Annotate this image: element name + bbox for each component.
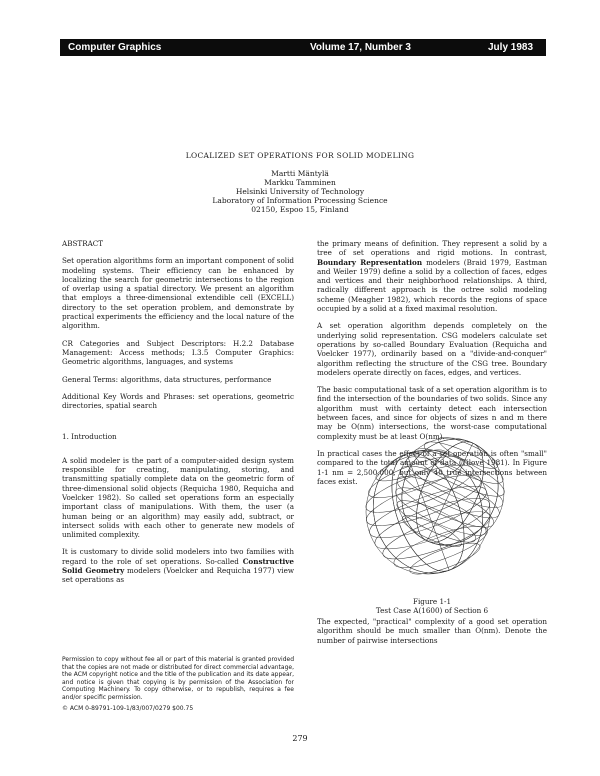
figure-solid-model-wireframe — [350, 420, 520, 590]
wireframe-solid-a — [356, 435, 499, 588]
term-brep: Boundary Representation — [317, 257, 423, 267]
general-terms: General Terms: algorithms, data structures, performance — [62, 374, 272, 384]
journal-name: Computer Graphics — [68, 42, 162, 53]
journal-header-banner — [60, 39, 546, 56]
figure-label: Figure 1-1 — [412, 597, 452, 606]
left-column — [62, 239, 294, 593]
right-paragraph-1: the primary means of definition. They represent a solid by a tree of set operations and rigid motions. In contrast, Boundary Representation modelers (Braid 1979, Eastman and Weiler 1979) define a solid by a collection of faces, edges and vertices and their neighborhood relationships. A third, radically different approach is the octree solid modeling scheme (Meagher 1982), which records the regions of space occupied by a solid at a fixed maximal resolution. — [317, 239, 547, 314]
keywords: Additional Key Words and Phrases: set operations, geometric directories, spatial search — [62, 391, 294, 411]
term-csg: Constructive Solid Geometry — [62, 556, 294, 576]
intro-heading: 1. Introduction — [62, 432, 117, 442]
author-2: Markku Tamminen — [264, 178, 336, 187]
copyright-line: © ACM 0-89791-109-1/83/007/0279 $00.75 — [62, 704, 194, 712]
figure-caption-text: Test Case A(1600) of Section 6 — [375, 606, 489, 615]
abstract-body: Set operation algorithms form an important component of solid modeling systems. Their efficiency can be enhanced by localizing the search for geometric intersections to the region of overlap using a spatial directory. We present an algorithm that employs a three-dimensional extendible cell (EXCELL) directory to the set operation problem, and demonstrate by practical experiments the efficiency and the local nature of the algorithm. — [62, 256, 294, 331]
paper-title: LOCALIZED SET OPERATIONS FOR SOLID MODELING — [185, 151, 415, 160]
issue-date: July 1983 — [488, 42, 534, 53]
intro-paragraph-1: A solid modeler is the part of a computer-aided design system responsible for creating, manipulating, storing, and transmitting spatially complete data on the geometric form of three-dimensional solid objects (Requicha 1980, Requicha and Voelcker 1982). So called set operations form an especially important class of manipulations. With them, the user (a human being or an algorithm) may easily add, subtract, or intersect solids with each other to generate new models of unlimited complexity. — [62, 455, 294, 540]
permission-text: Permission to copy without fee all or part of this material is granted provided that the copies are not made or distributed for direct commercial advantage, the ACM copyright notice and the title of the publication and its date appear, and notice is given that copying is by permission of the Association for Computing Machinery. To copy otherwise, or to republish, requires a fee and/or specific permission. — [62, 656, 294, 701]
affiliation-3: 02150, Espoo 15, Finland — [251, 205, 349, 214]
page-number: 279 — [292, 734, 308, 743]
bottom-right-paragraph: The expected, "practical" complexity of a good set operation algorithm should be much smaller than O(nm). Denote the number of pairwise intersections — [317, 617, 547, 645]
right-paragraph-2: A set operation algorithm depends completely on the underlying solid representation. CSG modelers calculate set operations by so-called Boundary Evaluation (Requicha and Voelcker 1977), ordinarily based on a "divide-and-conquer" algorithm reflecting the structure of the CSG tree. Boundary modelers operate directly on faces, edges, and vertices. — [317, 321, 547, 377]
affiliation-2: Laboratory of Information Processing Science — [212, 196, 388, 205]
right-paragraph-3: The basic computational task of a set operation algorithm is to find the intersection of the boundaries of two solids. Since any algorithm must with certainty detect each intersection between faces, and since for objects of sizes n and m there may be O(nm) intersections, the worst-case computational complexity must be at least O(nm). — [317, 385, 547, 441]
volume-number: Volume 17, Number 3 — [310, 42, 411, 53]
figure-caption — [317, 597, 547, 615]
intro-paragraph-2: It is customary to divide solid modelers into two families with regard to the role of set operations. So-called Constructive Solid Geometry modelers (Voelcker and Requicha 1977) view set operations as — [62, 547, 294, 585]
abstract-heading: ABSTRACT — [62, 239, 104, 248]
title-block — [150, 151, 450, 214]
wireframe-solid-b — [385, 423, 515, 560]
author-1: Martti Mäntylä — [271, 169, 329, 178]
right-paragraph-4: In practical cases the effect of a set operation is often "small" compared to the total amount of data (Tilove 1981). In Figure 1-1 nm = 2,500,000, but only 40 true intersections between faces exist. — [317, 448, 547, 486]
cr-categories: CR Categories and Subject Descriptors: H.2.2 Database Management: Access methods; I.3.5 Computer Graphics: Geometric algorithms, languages, and systems — [62, 338, 294, 367]
permission-footnote — [62, 656, 294, 712]
affiliation-1: Helsinki University of Technology — [235, 187, 365, 196]
